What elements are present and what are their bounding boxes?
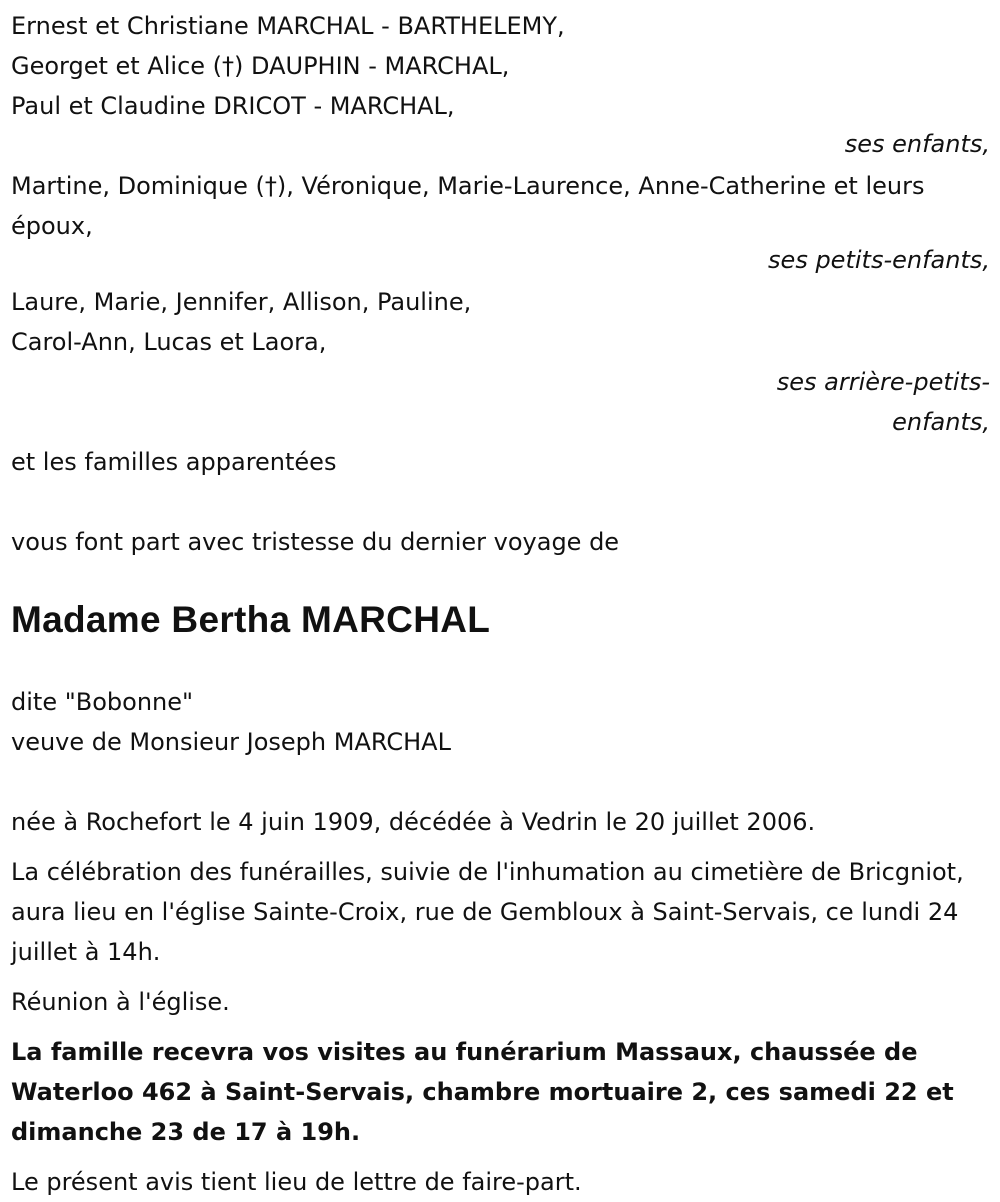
grandchildren-text: Martine, Dominique (†), Véronique, Marie-Laurence, Anne-Catherine et leurs époux, bbox=[11, 172, 925, 240]
families-line: et les familles apparentées bbox=[11, 448, 337, 476]
deceased-name: Madame Bertha MARCHAL bbox=[11, 599, 491, 640]
widow-of-line: veuve de Monsieur Joseph MARCHAL bbox=[11, 728, 451, 756]
great-grandchildren-line-1: Laure, Marie, Jennifer, Allison, Pauline, bbox=[11, 288, 472, 316]
visits-paragraph: La famille recevra vos visites au funérarium Massaux, chaussée de Waterloo 462 à Saint-Servais, chambre mortuaire 2, ces samedi 22 et dimanche 23 de 17 à 19h. bbox=[11, 1038, 954, 1146]
grandchildren-label: ses petits-enfants, bbox=[768, 246, 990, 274]
meeting-line: Réunion à l'église. bbox=[11, 988, 230, 1016]
children-line-2: Georget et Alice (†) DAUPHIN - MARCHAL, bbox=[11, 52, 510, 80]
children-line-1: Ernest et Christiane MARCHAL - BARTHELEMY, bbox=[11, 12, 565, 40]
great-grandchildren-line-2: Carol-Ann, Lucas et Laora, bbox=[11, 328, 327, 356]
great-grandchildren-label-2: enfants, bbox=[892, 408, 990, 436]
children-line-3: Paul et Claudine DRICOT - MARCHAL, bbox=[11, 92, 455, 120]
children-label: ses enfants, bbox=[844, 130, 990, 158]
closing-line: Le présent avis tient lieu de lettre de faire-part. bbox=[11, 1168, 582, 1196]
great-grandchildren-label-1: ses arrière-petits- bbox=[776, 368, 990, 396]
nickname-line: dite "Bobonne" bbox=[11, 688, 194, 716]
ceremony-paragraph: La célébration des funérailles, suivie de l'inhumation au cimetière de Bricgniot, aura lieu en l'église Sainte-Croix, rue de Gembloux à Saint-Servais, ce lundi 24 juillet à 14h. bbox=[11, 858, 964, 966]
announcement-line: vous font part avec tristesse du dernier voyage de bbox=[11, 528, 620, 556]
birth-death-line: née à Rochefort le 4 juin 1909, décédée à Vedrin le 20 juillet 2006. bbox=[11, 808, 816, 836]
